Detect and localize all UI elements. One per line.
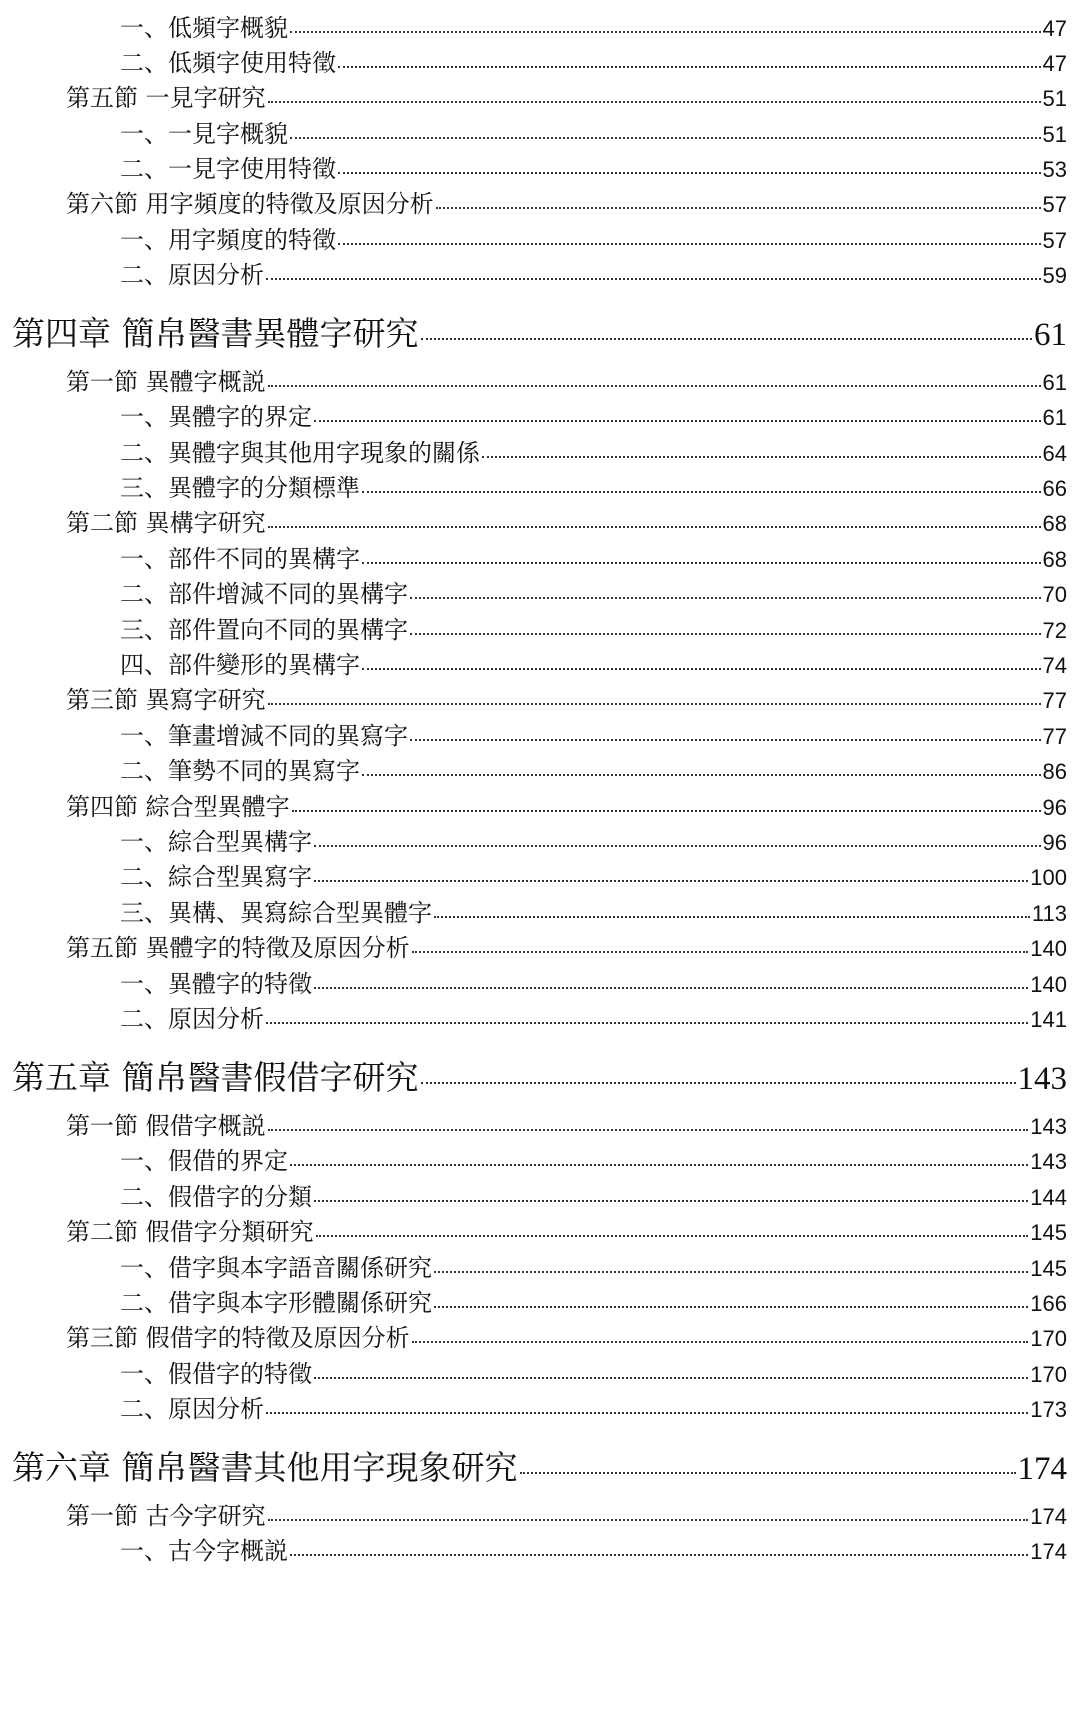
toc-entry-title: 一、古今字概説 [120, 1537, 288, 1565]
toc-entry-page-number: 47 [1042, 16, 1067, 41]
toc-entry-page-number: 68 [1042, 511, 1067, 536]
dot-leader [434, 1271, 1028, 1273]
toc-entry-page-number: 174 [1030, 1504, 1067, 1529]
toc-entry-title: 一、異體字的特徵 [120, 970, 312, 998]
toc-entry-title: 二、一見字使用特徵 [120, 155, 336, 183]
dot-leader [410, 597, 1041, 599]
dot-leader [338, 172, 1041, 174]
toc-subsection-entry[interactable] [120, 751, 1067, 783]
toc-subsection-entry[interactable] [120, 1141, 1067, 1173]
dot-leader [362, 668, 1041, 670]
dot-leader [290, 31, 1041, 33]
toc-entry-title: 第六節 用字頻度的特徵及原因分析 [66, 190, 434, 218]
dot-leader [314, 845, 1041, 847]
toc-entry-page-number: 74 [1042, 653, 1067, 678]
toc-subsection-entry[interactable] [120, 645, 1067, 677]
dot-leader [290, 137, 1041, 139]
dot-leader [266, 1022, 1028, 1024]
toc-entry-title: 第五節 一見字研究 [66, 84, 266, 112]
dot-leader [436, 207, 1041, 209]
dot-leader [314, 987, 1028, 989]
toc-subsection-entry[interactable] [120, 114, 1067, 146]
toc-section-entry[interactable] [66, 503, 1067, 535]
toc-subsection-entry[interactable] [120, 255, 1067, 287]
toc-entry-page-number: 68 [1042, 547, 1067, 572]
toc-entry-page-number: 51 [1042, 122, 1067, 147]
dot-leader [314, 880, 1028, 882]
toc-entry-page-number: 57 [1042, 192, 1067, 217]
toc-entry-page-number: 173 [1030, 1397, 1067, 1422]
dot-leader [412, 1341, 1029, 1343]
toc-chapter-entry[interactable] [12, 308, 1067, 352]
toc-subsection-entry[interactable] [120, 893, 1067, 925]
toc-entry-title: 一、假借字的特徵 [120, 1360, 312, 1388]
toc-subsection-entry[interactable] [120, 433, 1067, 465]
dot-leader [314, 1377, 1028, 1379]
toc-subsection-entry[interactable] [120, 964, 1067, 996]
dot-leader [412, 951, 1029, 953]
toc-entry-title: 二、假借字的分類 [120, 1183, 312, 1211]
toc-entry-title: 二、借字與本字形體關係研究 [120, 1289, 432, 1317]
dot-leader [338, 66, 1041, 68]
toc-entry-page-number: 143 [1030, 1114, 1067, 1139]
dot-leader [268, 703, 1041, 705]
toc-chapter-entry[interactable] [12, 1052, 1067, 1096]
dot-leader [268, 101, 1041, 103]
toc-section-entry[interactable] [66, 1212, 1067, 1244]
toc-subsection-entry[interactable] [120, 857, 1067, 889]
toc-subsection-entry[interactable] [120, 1248, 1067, 1280]
toc-entry-page-number: 66 [1042, 476, 1067, 501]
toc-entry-title: 第一節 異體字概説 [66, 368, 266, 396]
toc-section-entry[interactable] [66, 78, 1067, 110]
toc-entry-page-number: 96 [1042, 795, 1067, 820]
toc-entry-title: 二、原因分析 [120, 1005, 264, 1033]
toc-entry-page-number: 70 [1042, 582, 1067, 607]
toc-subsection-entry[interactable] [120, 220, 1067, 252]
dot-leader [362, 562, 1041, 564]
toc-entry-title: 二、綜合型異寫字 [120, 863, 312, 891]
dot-leader [520, 1472, 1016, 1474]
toc-section-entry[interactable] [66, 184, 1067, 216]
toc-entry-page-number: 143 [1030, 1149, 1067, 1174]
toc-subsection-entry[interactable] [120, 149, 1067, 181]
toc-subsection-entry[interactable] [120, 1389, 1067, 1421]
toc-entry-page-number: 59 [1042, 263, 1067, 288]
toc-entry-page-number: 47 [1042, 51, 1067, 76]
dot-leader [268, 1519, 1029, 1521]
toc-subsection-entry[interactable] [120, 539, 1067, 571]
dot-leader [268, 1129, 1029, 1131]
toc-entry-title: 一、假借的界定 [120, 1147, 288, 1175]
toc-entry-page-number: 140 [1030, 972, 1067, 997]
toc-subsection-entry[interactable] [120, 397, 1067, 429]
toc-entry-page-number: 170 [1030, 1362, 1067, 1387]
toc-subsection-entry[interactable] [120, 1177, 1067, 1209]
toc-entry-title: 二、原因分析 [120, 1395, 264, 1423]
toc-section-entry[interactable] [66, 680, 1067, 712]
toc-entry-page-number: 64 [1042, 441, 1067, 466]
toc-subsection-entry[interactable] [120, 574, 1067, 606]
toc-entry-title: 一、借字與本字語音關係研究 [120, 1254, 432, 1282]
toc-entry-page-number: 61 [1042, 370, 1067, 395]
dot-leader [434, 1306, 1028, 1308]
toc-entry-title: 三、異體字的分類標準 [120, 474, 360, 502]
toc-entry-title: 一、綜合型異構字 [120, 828, 312, 856]
toc-entry-title: 第四節 綜合型異體字 [66, 793, 290, 821]
toc-entry-page-number: 145 [1030, 1256, 1067, 1281]
toc-entry-page-number: 145 [1030, 1220, 1067, 1245]
toc-entry-title: 第一節 古今字研究 [66, 1502, 266, 1530]
toc-entry-title: 二、筆勢不同的異寫字 [120, 757, 360, 785]
toc-entry-page-number: 141 [1030, 1007, 1067, 1032]
toc-subsection-entry[interactable] [120, 43, 1067, 75]
dot-leader [482, 456, 1041, 458]
toc-entry-page-number: 143 [1017, 1061, 1067, 1097]
toc-entry-title: 二、異體字與其他用字現象的關係 [120, 439, 480, 467]
dot-leader [292, 810, 1041, 812]
dot-leader [290, 1554, 1028, 1556]
toc-entry-title: 第三節 假借字的特徵及原因分析 [66, 1324, 410, 1352]
toc-entry-page-number: 170 [1030, 1326, 1067, 1351]
toc-entry-page-number: 61 [1034, 317, 1067, 353]
toc-entry-title: 二、部件增減不同的異構字 [120, 580, 408, 608]
dot-leader [316, 1235, 1029, 1237]
toc-subsection-entry[interactable] [120, 468, 1067, 500]
dot-leader [421, 338, 1033, 340]
toc-subsection-entry[interactable] [120, 1354, 1067, 1386]
toc-entry-page-number: 77 [1042, 724, 1067, 749]
toc-entry-title: 三、部件置向不同的異構字 [120, 616, 408, 644]
toc-entry-page-number: 61 [1042, 405, 1067, 430]
dot-leader [362, 774, 1041, 776]
toc-entry-title: 四、部件變形的異構字 [120, 651, 360, 679]
toc-subsection-entry[interactable] [120, 999, 1067, 1031]
toc-entry-title: 二、低頻字使用特徵 [120, 49, 336, 77]
toc-entry-title: 一、部件不同的異構字 [120, 545, 360, 573]
toc-entry-page-number: 144 [1030, 1185, 1067, 1210]
toc-subsection-entry[interactable] [120, 716, 1067, 748]
toc-entry-page-number: 140 [1030, 936, 1067, 961]
toc-entry-page-number: 86 [1042, 759, 1067, 784]
toc-entry-title: 三、異構、異寫綜合型異體字 [120, 899, 432, 927]
toc-subsection-entry[interactable] [120, 610, 1067, 642]
toc-entry-title: 第一節 假借字概説 [66, 1112, 266, 1140]
dot-leader [410, 633, 1041, 635]
toc-section-entry[interactable] [66, 1106, 1067, 1138]
dot-leader [290, 1164, 1028, 1166]
toc-entry-title: 一、低頻字概貌 [120, 14, 288, 42]
toc-subsection-entry[interactable] [120, 1531, 1067, 1563]
toc-entry-page-number: 166 [1030, 1291, 1067, 1316]
dot-leader [338, 243, 1041, 245]
dot-leader [314, 420, 1041, 422]
toc-entry-title: 第三節 異寫字研究 [66, 686, 266, 714]
toc-section-entry[interactable] [66, 1496, 1067, 1528]
toc-entry-title: 二、原因分析 [120, 261, 264, 289]
toc-entry-page-number: 96 [1042, 830, 1067, 855]
toc-section-entry[interactable] [66, 362, 1067, 394]
toc-entry-title: 第二節 異構字研究 [66, 509, 266, 537]
toc-section-entry[interactable] [66, 928, 1067, 960]
dot-leader [268, 385, 1041, 387]
toc-entry-title: 一、筆畫增減不同的異寫字 [120, 722, 408, 750]
toc-entry-page-number: 77 [1042, 688, 1067, 713]
dot-leader [362, 491, 1041, 493]
dot-leader [266, 1412, 1028, 1414]
toc-entry-title: 一、用字頻度的特徵 [120, 226, 336, 254]
dot-leader [314, 1200, 1028, 1202]
toc-section-entry[interactable] [66, 1318, 1067, 1350]
toc-entry-page-number: 113 [1031, 901, 1067, 926]
toc-entry-title: 一、異體字的界定 [120, 403, 312, 431]
dot-leader [421, 1082, 1016, 1084]
toc-section-entry[interactable] [66, 787, 1067, 819]
dot-leader [410, 739, 1041, 741]
toc-entry-title: 第四章 簡帛醫書異體字研究 [12, 314, 419, 353]
toc-entry-page-number: 72 [1042, 618, 1067, 643]
toc-entry-title: 第五節 異體字的特徵及原因分析 [66, 934, 410, 962]
toc-entry-page-number: 53 [1042, 157, 1067, 182]
toc-chapter-entry[interactable] [12, 1442, 1067, 1486]
toc-entry-page-number: 57 [1042, 228, 1067, 253]
dot-leader [266, 278, 1041, 280]
toc-entry-page-number: 174 [1030, 1539, 1067, 1564]
toc-entry-title: 第六章 簡帛醫書其他用字現象研究 [12, 1448, 518, 1487]
toc-entry-title: 第五章 簡帛醫書假借字研究 [12, 1058, 419, 1097]
toc-subsection-entry[interactable] [120, 822, 1067, 854]
toc-subsection-entry[interactable] [120, 8, 1067, 40]
toc-entry-page-number: 51 [1042, 86, 1067, 111]
toc-entry-page-number: 174 [1017, 1451, 1067, 1487]
toc-entry-page-number: 100 [1030, 865, 1067, 890]
dot-leader [434, 916, 1030, 918]
toc-subsection-entry[interactable] [120, 1283, 1067, 1315]
toc-entry-title: 第二節 假借字分類研究 [66, 1218, 314, 1246]
dot-leader [268, 526, 1041, 528]
toc-entry-title: 一、一見字概貌 [120, 120, 288, 148]
